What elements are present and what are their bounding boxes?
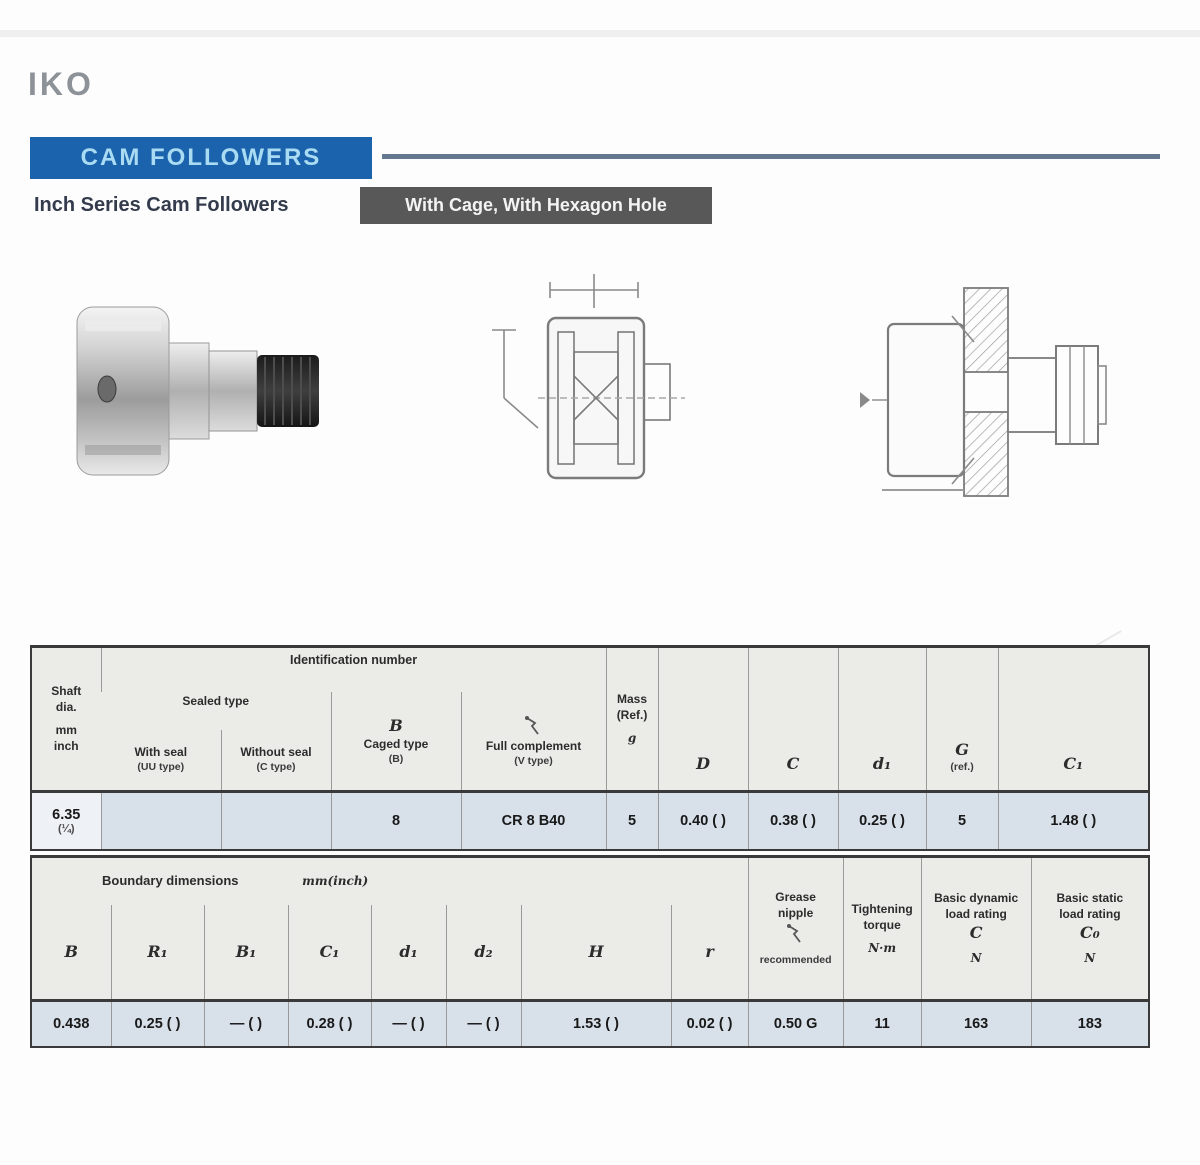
cell-d1: 0.25 ( ) (838, 792, 926, 850)
title-rule (382, 154, 1160, 159)
col-header-dim-C: C (748, 647, 838, 792)
cell-mass: 5 (606, 792, 658, 850)
cell-C1: 1.48 ( ) (998, 792, 1149, 850)
col-header-dynamic-rating: Basic dynamic load rating C N (921, 857, 1031, 1001)
col-header-B: B (64, 941, 79, 961)
cell-with-seal (101, 792, 221, 850)
col-header-with-seal: With seal (UU type) (134, 745, 188, 774)
cell-d2: — ( ) (446, 1001, 521, 1047)
cell-dynamic-rating: 163 (921, 1001, 1031, 1047)
dimension-callout-b: B (389, 715, 403, 735)
col-header-B1: B₁ (204, 905, 288, 1001)
cam-follower-photo (55, 285, 345, 500)
col-header-shaft-dia: Shaft dia. mm inch (51, 684, 82, 753)
table-row (31, 1001, 1149, 1047)
cell-caged: 8 (331, 792, 461, 850)
col-group-sealed-type: Sealed type (182, 693, 250, 708)
cell-torque: 11 (843, 1001, 921, 1047)
col-header-tightening-torque: Tightening torque N·m (843, 857, 921, 1001)
table-row (31, 792, 1149, 850)
col-header-H: H (521, 905, 671, 1001)
col-header-static-rating: Basic static load rating C₀ N (1031, 857, 1149, 1001)
col-header-d1: d₁ (371, 905, 446, 1001)
cell-full-complement: CR 8 B40 (461, 792, 606, 850)
col-header-full-complement: Full complement (V type) (461, 692, 606, 792)
cell-C: 0.38 ( ) (748, 792, 838, 850)
col-group-boundary-dimensions: Boundary dimensions mm(inch) (102, 873, 369, 889)
col-header-caged-type: B Caged type (B) (331, 692, 461, 792)
col-header-C1: C₁ (288, 905, 371, 1001)
cell-H: 1.53 ( ) (521, 1001, 671, 1047)
cell-without-seal (221, 792, 331, 850)
col-header-dim-G: G (ref.) (926, 647, 998, 792)
page-title: CAM FOLLOWERS (80, 144, 322, 171)
series-badge-label: With Cage, With Hexagon Hole (405, 195, 667, 215)
cell-shaft-dia: 6.35 (¼) (31, 792, 101, 850)
col-header-dim-D: D (658, 647, 748, 792)
spec-table-1 (30, 645, 1150, 851)
page-top-rule (0, 30, 1200, 37)
col-header-without-seal: Without seal (C type) (221, 730, 331, 792)
cell-B: 0.438 (31, 1001, 111, 1047)
cell-static-rating: 183 (1031, 1001, 1149, 1047)
cell-D: 0.40 ( ) (658, 792, 748, 850)
col-header-d2: d₂ (446, 905, 521, 1001)
col-header-R1: R₁ (111, 905, 204, 1001)
series-badge (360, 187, 712, 224)
cell-C1: 0.28 ( ) (288, 1001, 371, 1047)
cross-section-drawing (480, 268, 695, 568)
col-header-grease-nipple: Grease nipple recommended (748, 857, 843, 1001)
title-bar (30, 137, 372, 179)
col-header-dim-d1: d₁ (838, 647, 926, 792)
grease-nipple-icon (523, 716, 545, 736)
section-subtitle: Inch Series Cam Followers (34, 194, 289, 216)
col-group-identification-number: Identification number (101, 647, 606, 692)
mounting-example-drawing (852, 280, 1110, 508)
cell-R1: 0.25 ( ) (111, 1001, 204, 1047)
cell-grease-nipple: 0.50 G (748, 1001, 843, 1047)
cell-B1: — ( ) (204, 1001, 288, 1047)
col-header-dim-C1: C₁ (998, 647, 1149, 792)
col-header-r: r (671, 905, 748, 1001)
cell-G: 5 (926, 792, 998, 850)
cell-d1: — ( ) (371, 1001, 446, 1047)
col-header-mass: Mass (Ref.) g (606, 647, 658, 792)
cell-r: 0.02 ( ) (671, 1001, 748, 1047)
brand-logo: IKO (28, 66, 94, 102)
grease-nipple-icon (785, 924, 807, 944)
spec-table-2 (30, 855, 1150, 1048)
